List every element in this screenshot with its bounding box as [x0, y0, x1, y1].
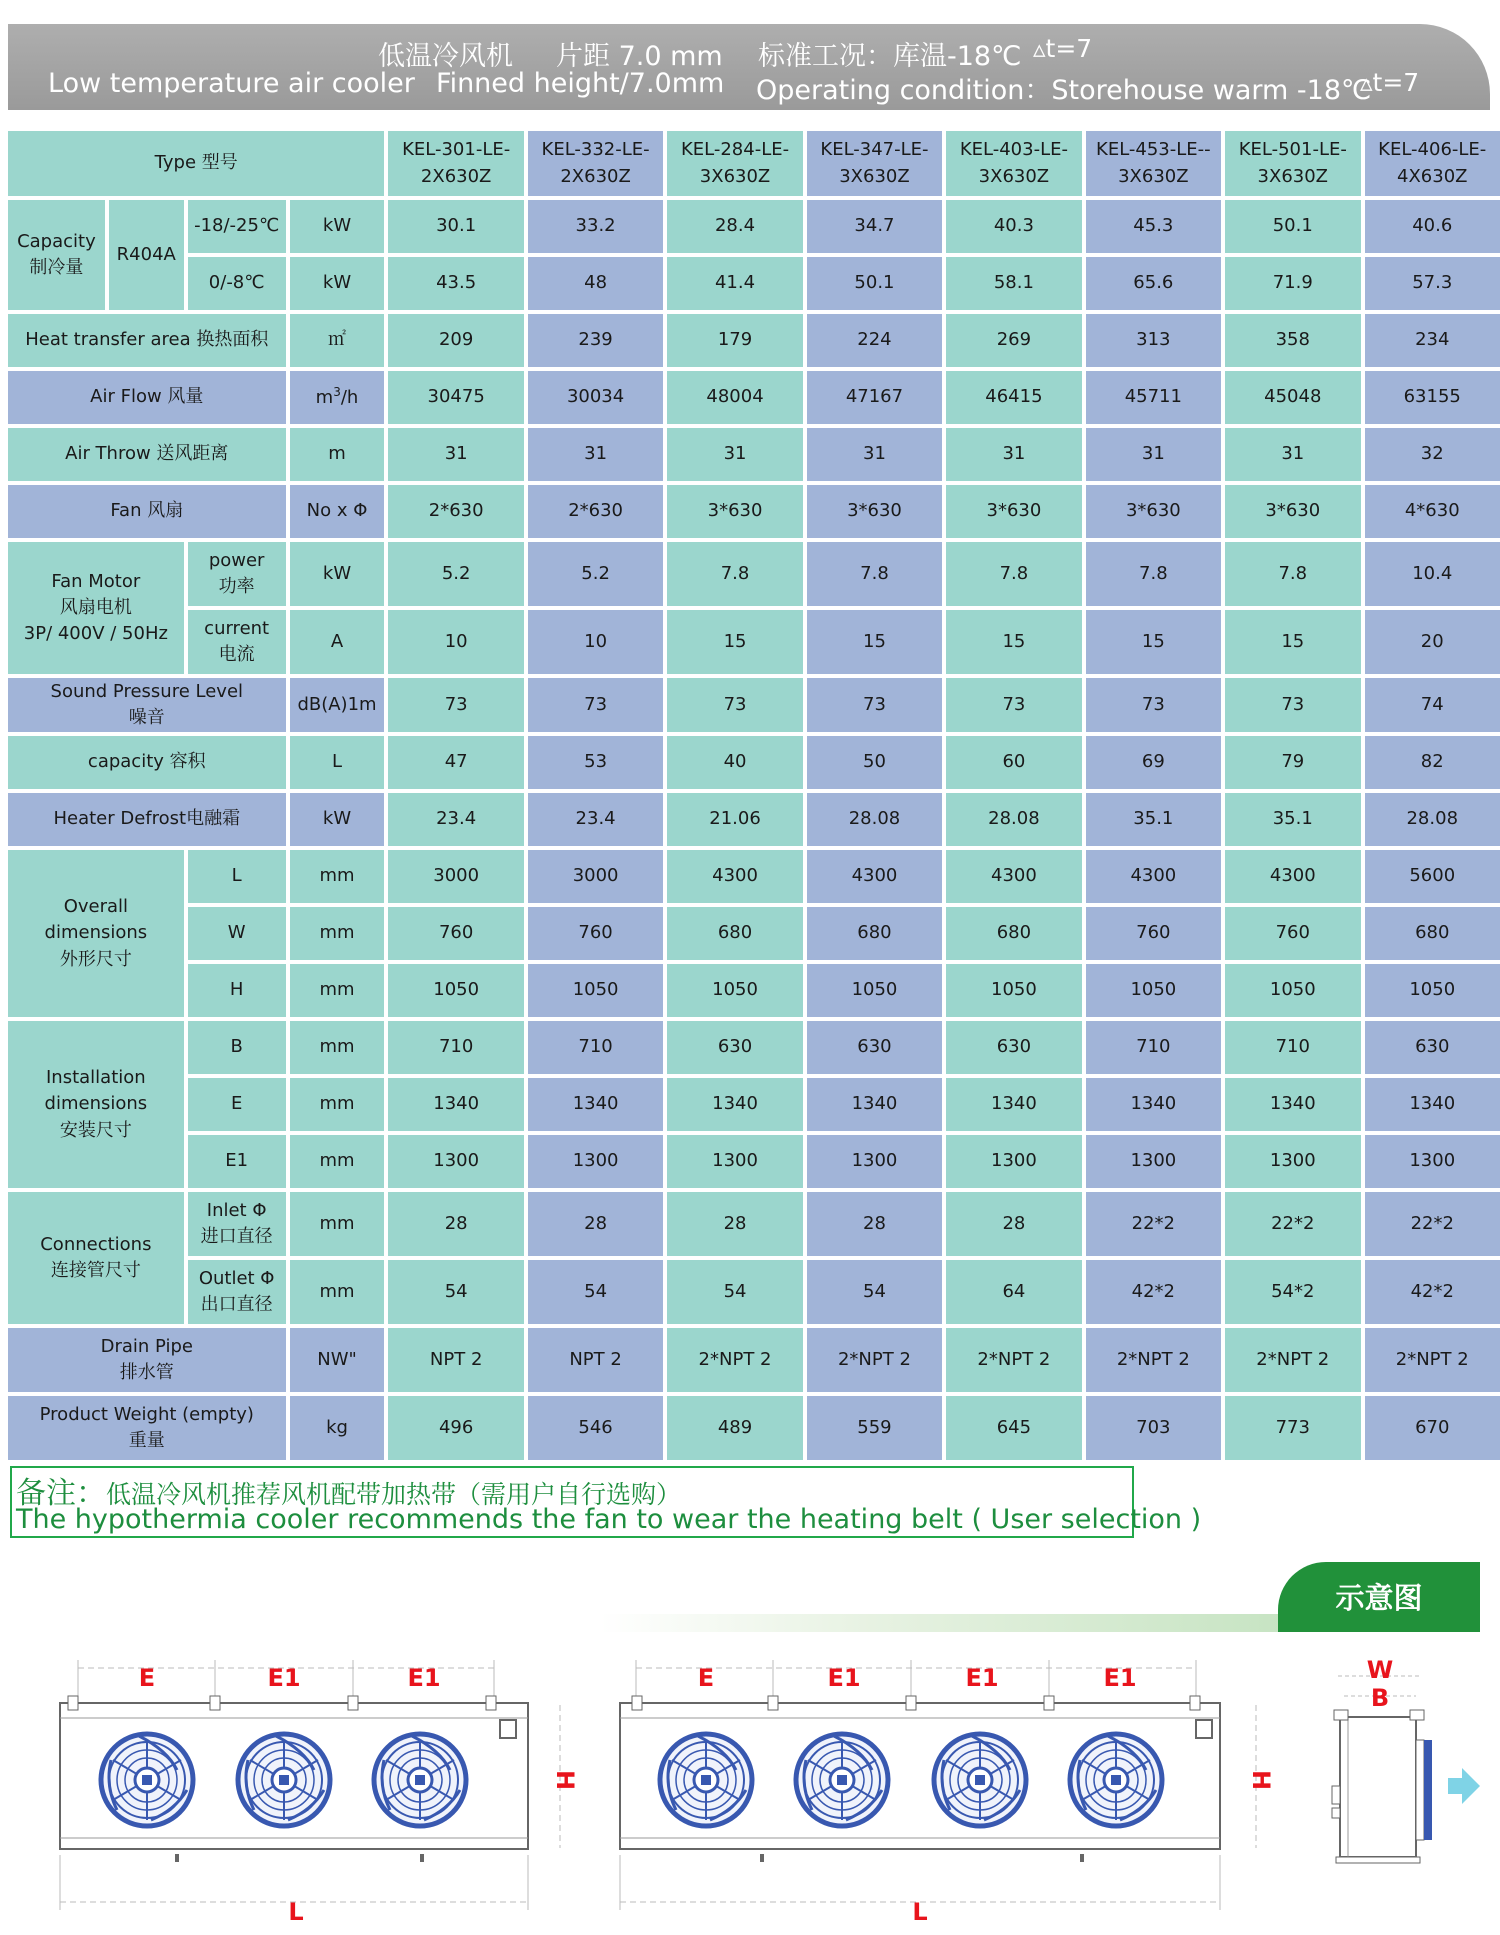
- value-cell: 28: [946, 1192, 1081, 1256]
- unit-cell: mm: [290, 1192, 385, 1256]
- value-cell: 10.4: [1365, 542, 1500, 606]
- value-cell: 22*2: [1086, 1192, 1221, 1256]
- value-cell: 3*630: [807, 485, 942, 538]
- value-cell: 4*630: [1365, 485, 1500, 538]
- value-cell: 33.2: [528, 200, 663, 253]
- value-cell: 23.4: [528, 793, 663, 846]
- value-cell: 73: [807, 678, 942, 732]
- value-cell: 4300: [1086, 850, 1221, 903]
- row-label: Product Weight (empty) 重量: [8, 1396, 286, 1460]
- value-cell: 4300: [1225, 850, 1360, 903]
- value-cell: 2*NPT 2: [1086, 1328, 1221, 1392]
- side-view-diagram: [1332, 1676, 1480, 1863]
- value-cell: 40: [667, 736, 802, 789]
- dim-key: L: [188, 850, 286, 903]
- value-cell: 1340: [1225, 1078, 1360, 1131]
- value-cell: 1300: [528, 1135, 663, 1188]
- value-cell: 43.5: [388, 257, 523, 310]
- value-cell: 74: [1365, 678, 1500, 732]
- dim-key: B: [188, 1021, 286, 1074]
- value-cell: 773: [1225, 1396, 1360, 1460]
- value-cell: 760: [1086, 907, 1221, 960]
- dim-key: E: [188, 1078, 286, 1131]
- value-cell: 10: [388, 610, 523, 674]
- value-cell: 630: [1365, 1021, 1500, 1074]
- value-cell: 1050: [1086, 964, 1221, 1017]
- value-cell: 1340: [946, 1078, 1081, 1131]
- outlet-label: Outlet Φ 出口直径: [188, 1260, 286, 1324]
- value-cell: 630: [807, 1021, 942, 1074]
- value-cell: 680: [946, 907, 1081, 960]
- value-cell: 42*2: [1365, 1260, 1500, 1324]
- value-cell: 47167: [807, 371, 942, 424]
- value-cell: 760: [1225, 907, 1360, 960]
- value-cell: 73: [528, 678, 663, 732]
- value-cell: 680: [1365, 907, 1500, 960]
- row-label: capacity 容积: [8, 736, 286, 789]
- value-cell: 710: [528, 1021, 663, 1074]
- value-cell: 680: [807, 907, 942, 960]
- value-cell: 79: [1225, 736, 1360, 789]
- unit-cell: mm: [290, 907, 385, 960]
- unit-cell: mm: [290, 1260, 385, 1324]
- value-cell: 3*630: [667, 485, 802, 538]
- value-cell: 1050: [946, 964, 1081, 1017]
- value-cell: 1050: [807, 964, 942, 1017]
- condition-label: -18/-25℃: [188, 200, 286, 253]
- value-cell: 4300: [807, 850, 942, 903]
- capacity-label: Capacity 制冷量: [8, 200, 105, 310]
- value-cell: 703: [1086, 1396, 1221, 1460]
- value-cell: 4300: [946, 850, 1081, 903]
- value-cell: 73: [667, 678, 802, 732]
- unit-cell: kW: [290, 793, 385, 846]
- dim-label: E1: [407, 1664, 441, 1692]
- value-cell: 40.6: [1365, 200, 1500, 253]
- value-cell: 35.1: [1225, 793, 1360, 846]
- value-cell: 2*NPT 2: [946, 1328, 1081, 1392]
- fan-motor-label: Fan Motor 风扇电机 3P/ 400V / 50Hz: [8, 542, 184, 674]
- value-cell: 48004: [667, 371, 802, 424]
- value-cell: 1340: [1365, 1078, 1500, 1131]
- dim-label: E1: [965, 1664, 999, 1692]
- value-cell: 28: [528, 1192, 663, 1256]
- value-cell: 65.6: [1086, 257, 1221, 310]
- overall-dimensions-label: Overall dimensions 外形尺寸: [8, 850, 184, 1017]
- value-cell: 58.1: [946, 257, 1081, 310]
- value-cell: 28.08: [946, 793, 1081, 846]
- value-cell: 69: [1086, 736, 1221, 789]
- row-label: Heater Defrost电融霜: [8, 793, 286, 846]
- value-cell: 15: [1086, 610, 1221, 674]
- unit-cell: mm: [290, 1078, 385, 1131]
- value-cell: 42*2: [1086, 1260, 1221, 1324]
- value-cell: 15: [946, 610, 1081, 674]
- value-cell: 31: [528, 428, 663, 481]
- value-cell: 546: [528, 1396, 663, 1460]
- value-cell: 670: [1365, 1396, 1500, 1460]
- value-cell: 63155: [1365, 371, 1500, 424]
- value-cell: 1050: [1225, 964, 1360, 1017]
- value-cell: 47: [388, 736, 523, 789]
- value-cell: 54: [807, 1260, 942, 1324]
- value-cell: 2*NPT 2: [1365, 1328, 1500, 1392]
- value-cell: 73: [1086, 678, 1221, 732]
- value-cell: 31: [807, 428, 942, 481]
- value-cell: 21.06: [667, 793, 802, 846]
- dim-label: B: [1370, 1684, 1390, 1712]
- model-cell: KEL-403-LE- 3X630Z: [946, 131, 1081, 196]
- value-cell: 7.8: [1086, 542, 1221, 606]
- unit-cell: ㎡: [290, 314, 385, 367]
- value-cell: 1050: [528, 964, 663, 1017]
- value-cell: 30.1: [388, 200, 523, 253]
- value-cell: 73: [1225, 678, 1360, 732]
- value-cell: 20: [1365, 610, 1500, 674]
- value-cell: 2*630: [528, 485, 663, 538]
- value-cell: 7.8: [1225, 542, 1360, 606]
- current-label: current 电流: [188, 610, 286, 674]
- value-cell: 3000: [388, 850, 523, 903]
- value-cell: 224: [807, 314, 942, 367]
- value-cell: 559: [807, 1396, 942, 1460]
- value-cell: 1300: [1365, 1135, 1500, 1188]
- dim-label: E1: [1103, 1664, 1137, 1692]
- value-cell: 710: [1225, 1021, 1360, 1074]
- value-cell: 28: [667, 1192, 802, 1256]
- value-cell: 5.2: [388, 542, 523, 606]
- value-cell: 45711: [1086, 371, 1221, 424]
- en-fin-pitch: Finned height/7.0mm: [436, 68, 725, 99]
- model-cell: KEL-284-LE- 3X630Z: [667, 131, 802, 196]
- en-title: Low temperature air cooler: [48, 68, 415, 99]
- value-cell: 1300: [1086, 1135, 1221, 1188]
- value-cell: 1050: [1365, 964, 1500, 1017]
- unit-cell: L: [290, 736, 385, 789]
- value-cell: 239: [528, 314, 663, 367]
- value-cell: 28: [807, 1192, 942, 1256]
- value-cell: 28.08: [1365, 793, 1500, 846]
- note-en: The hypothermia cooler recommends the fan to wear the heating belt ( User selection ): [16, 1504, 1202, 1535]
- dim-label: E: [697, 1664, 715, 1692]
- value-cell: 32: [1365, 428, 1500, 481]
- value-cell: 28.08: [807, 793, 942, 846]
- value-cell: 54: [528, 1260, 663, 1324]
- value-cell: 10: [528, 610, 663, 674]
- row-label: Air Flow 风量: [8, 371, 286, 424]
- value-cell: 1050: [667, 964, 802, 1017]
- value-cell: 179: [667, 314, 802, 367]
- cn-condition: 标准工况：库温-18℃: [758, 41, 1022, 72]
- value-cell: 710: [388, 1021, 523, 1074]
- value-cell: 1300: [1225, 1135, 1360, 1188]
- dim-label: E: [138, 1664, 156, 1692]
- refrigerant-label: R404A: [109, 200, 184, 310]
- value-cell: 31: [1225, 428, 1360, 481]
- dim-label: W: [1366, 1656, 1394, 1684]
- value-cell: 3*630: [1086, 485, 1221, 538]
- value-cell: 3000: [528, 850, 663, 903]
- value-cell: 3*630: [1225, 485, 1360, 538]
- value-cell: 54: [388, 1260, 523, 1324]
- value-cell: 50: [807, 736, 942, 789]
- value-cell: 496: [388, 1396, 523, 1460]
- unit-cell: m: [290, 428, 385, 481]
- value-cell: 60: [946, 736, 1081, 789]
- value-cell: 4300: [667, 850, 802, 903]
- installation-dimensions-label: Installation dimensions 安装尺寸: [8, 1021, 184, 1188]
- value-cell: 22*2: [1365, 1192, 1500, 1256]
- row-label: Fan 风扇: [8, 485, 286, 538]
- dim-label: L: [288, 1898, 304, 1926]
- value-cell: 40.3: [946, 200, 1081, 253]
- unit-cell: kW: [290, 542, 385, 606]
- value-cell: 15: [667, 610, 802, 674]
- value-cell: 1340: [807, 1078, 942, 1131]
- value-cell: 234: [1365, 314, 1500, 367]
- connections-label: Connections 连接管尺寸: [8, 1192, 184, 1324]
- unit-cell: A: [290, 610, 385, 674]
- en-delta-t: ▵t=7: [1360, 68, 1420, 97]
- value-cell: 5600: [1365, 850, 1500, 903]
- value-cell: 7.8: [946, 542, 1081, 606]
- value-cell: 760: [388, 907, 523, 960]
- value-cell: 73: [388, 678, 523, 732]
- value-cell: 1340: [667, 1078, 802, 1131]
- value-cell: 15: [807, 610, 942, 674]
- unit-3fan-diagram: [60, 1660, 560, 1910]
- value-cell: 50.1: [807, 257, 942, 310]
- dim-label: H: [1247, 1769, 1275, 1791]
- value-cell: 54: [667, 1260, 802, 1324]
- value-cell: 28: [388, 1192, 523, 1256]
- cn-delta-t: ▵t=7: [1033, 34, 1093, 63]
- value-cell: 57.3: [1365, 257, 1500, 310]
- value-cell: 28.4: [667, 200, 802, 253]
- value-cell: 269: [946, 314, 1081, 367]
- value-cell: 46415: [946, 371, 1081, 424]
- model-cell: KEL-501-LE- 3X630Z: [1225, 131, 1360, 196]
- value-cell: 50.1: [1225, 200, 1360, 253]
- type-label: Type 型号: [8, 131, 384, 196]
- value-cell: 2*630: [388, 485, 523, 538]
- value-cell: 2*NPT 2: [1225, 1328, 1360, 1392]
- value-cell: 645: [946, 1396, 1081, 1460]
- value-cell: 48: [528, 257, 663, 310]
- value-cell: 1050: [388, 964, 523, 1017]
- value-cell: 30475: [388, 371, 523, 424]
- diagram-tab: 示意图: [1278, 1562, 1480, 1632]
- value-cell: 680: [667, 907, 802, 960]
- value-cell: 31: [667, 428, 802, 481]
- model-cell: KEL-301-LE- 2X630Z: [388, 131, 523, 196]
- dim-key: W: [188, 907, 286, 960]
- value-cell: 82: [1365, 736, 1500, 789]
- value-cell: 73: [946, 678, 1081, 732]
- unit-cell: kW: [290, 257, 385, 310]
- model-cell: KEL-347-LE- 3X630Z: [807, 131, 942, 196]
- unit-cell: $m^3/h$: [290, 371, 385, 424]
- unit-cell: mm: [290, 1135, 385, 1188]
- unit-cell: mm: [290, 964, 385, 1017]
- unit-4fan-diagram: [620, 1660, 1256, 1910]
- value-cell: 54*2: [1225, 1260, 1360, 1324]
- value-cell: 7.8: [667, 542, 802, 606]
- unit-cell: NW": [290, 1328, 385, 1392]
- dim-key: E1: [188, 1135, 286, 1188]
- value-cell: 5.2: [528, 542, 663, 606]
- value-cell: 1300: [667, 1135, 802, 1188]
- dim-label: L: [912, 1898, 928, 1926]
- value-cell: 1300: [946, 1135, 1081, 1188]
- power-label: power 功率: [188, 542, 286, 606]
- value-cell: 3*630: [946, 485, 1081, 538]
- unit-cell: kg: [290, 1396, 385, 1460]
- value-cell: 1340: [528, 1078, 663, 1131]
- note-cn: 备注：低温冷风机推荐风机配带加热带（需用户自行选购）: [16, 1476, 682, 1511]
- model-cell: KEL-332-LE- 2X630Z: [528, 131, 663, 196]
- unit-cell: dB(A)1m: [290, 678, 385, 732]
- unit-cell: kW: [290, 200, 385, 253]
- dim-label: H: [551, 1769, 579, 1791]
- cn-fin-pitch: 片距 7.0 mm: [556, 41, 723, 72]
- value-cell: 45048: [1225, 371, 1360, 424]
- value-cell: 1300: [388, 1135, 523, 1188]
- unit-cell: No x Φ: [290, 485, 385, 538]
- value-cell: 31: [946, 428, 1081, 481]
- value-cell: 15: [1225, 610, 1360, 674]
- value-cell: 358: [1225, 314, 1360, 367]
- model-cell: KEL-453-LE-- 3X630Z: [1086, 131, 1221, 196]
- value-cell: 489: [667, 1396, 802, 1460]
- value-cell: 71.9: [1225, 257, 1360, 310]
- value-cell: 23.4: [388, 793, 523, 846]
- unit-cell: mm: [290, 850, 385, 903]
- dim-key: H: [188, 964, 286, 1017]
- row-label: Heat transfer area 换热面积: [8, 314, 286, 367]
- value-cell: 35.1: [1086, 793, 1221, 846]
- value-cell: NPT 2: [528, 1328, 663, 1392]
- cn-title: 低温冷风机: [378, 41, 513, 72]
- dim-label: E1: [827, 1664, 861, 1692]
- value-cell: 41.4: [667, 257, 802, 310]
- row-label: Drain Pipe 排水管: [8, 1328, 286, 1392]
- value-cell: 7.8: [807, 542, 942, 606]
- en-condition: Operating condition：Storehouse warm -18℃: [756, 75, 1372, 106]
- row-label: Sound Pressure Level 噪音: [8, 678, 286, 732]
- value-cell: 313: [1086, 314, 1221, 367]
- model-cell: KEL-406-LE- 4X630Z: [1365, 131, 1500, 196]
- row-label: Air Throw 送风距离: [8, 428, 286, 481]
- value-cell: 1340: [388, 1078, 523, 1131]
- value-cell: 45.3: [1086, 200, 1221, 253]
- dim-label: E1: [267, 1664, 301, 1692]
- value-cell: 760: [528, 907, 663, 960]
- value-cell: 2*NPT 2: [807, 1328, 942, 1392]
- value-cell: 2*NPT 2: [667, 1328, 802, 1392]
- value-cell: NPT 2: [388, 1328, 523, 1392]
- unit-cell: mm: [290, 1021, 385, 1074]
- value-cell: 710: [1086, 1021, 1221, 1074]
- condition-label: 0/-8℃: [188, 257, 286, 310]
- value-cell: 209: [388, 314, 523, 367]
- value-cell: 64: [946, 1260, 1081, 1324]
- value-cell: 31: [1086, 428, 1221, 481]
- value-cell: 34.7: [807, 200, 942, 253]
- value-cell: 1340: [1086, 1078, 1221, 1131]
- inlet-label: Inlet Φ 进口直径: [188, 1192, 286, 1256]
- value-cell: 1300: [807, 1135, 942, 1188]
- value-cell: 22*2: [1225, 1192, 1360, 1256]
- value-cell: 30034: [528, 371, 663, 424]
- value-cell: 53: [528, 736, 663, 789]
- value-cell: 630: [667, 1021, 802, 1074]
- value-cell: 31: [388, 428, 523, 481]
- value-cell: 630: [946, 1021, 1081, 1074]
